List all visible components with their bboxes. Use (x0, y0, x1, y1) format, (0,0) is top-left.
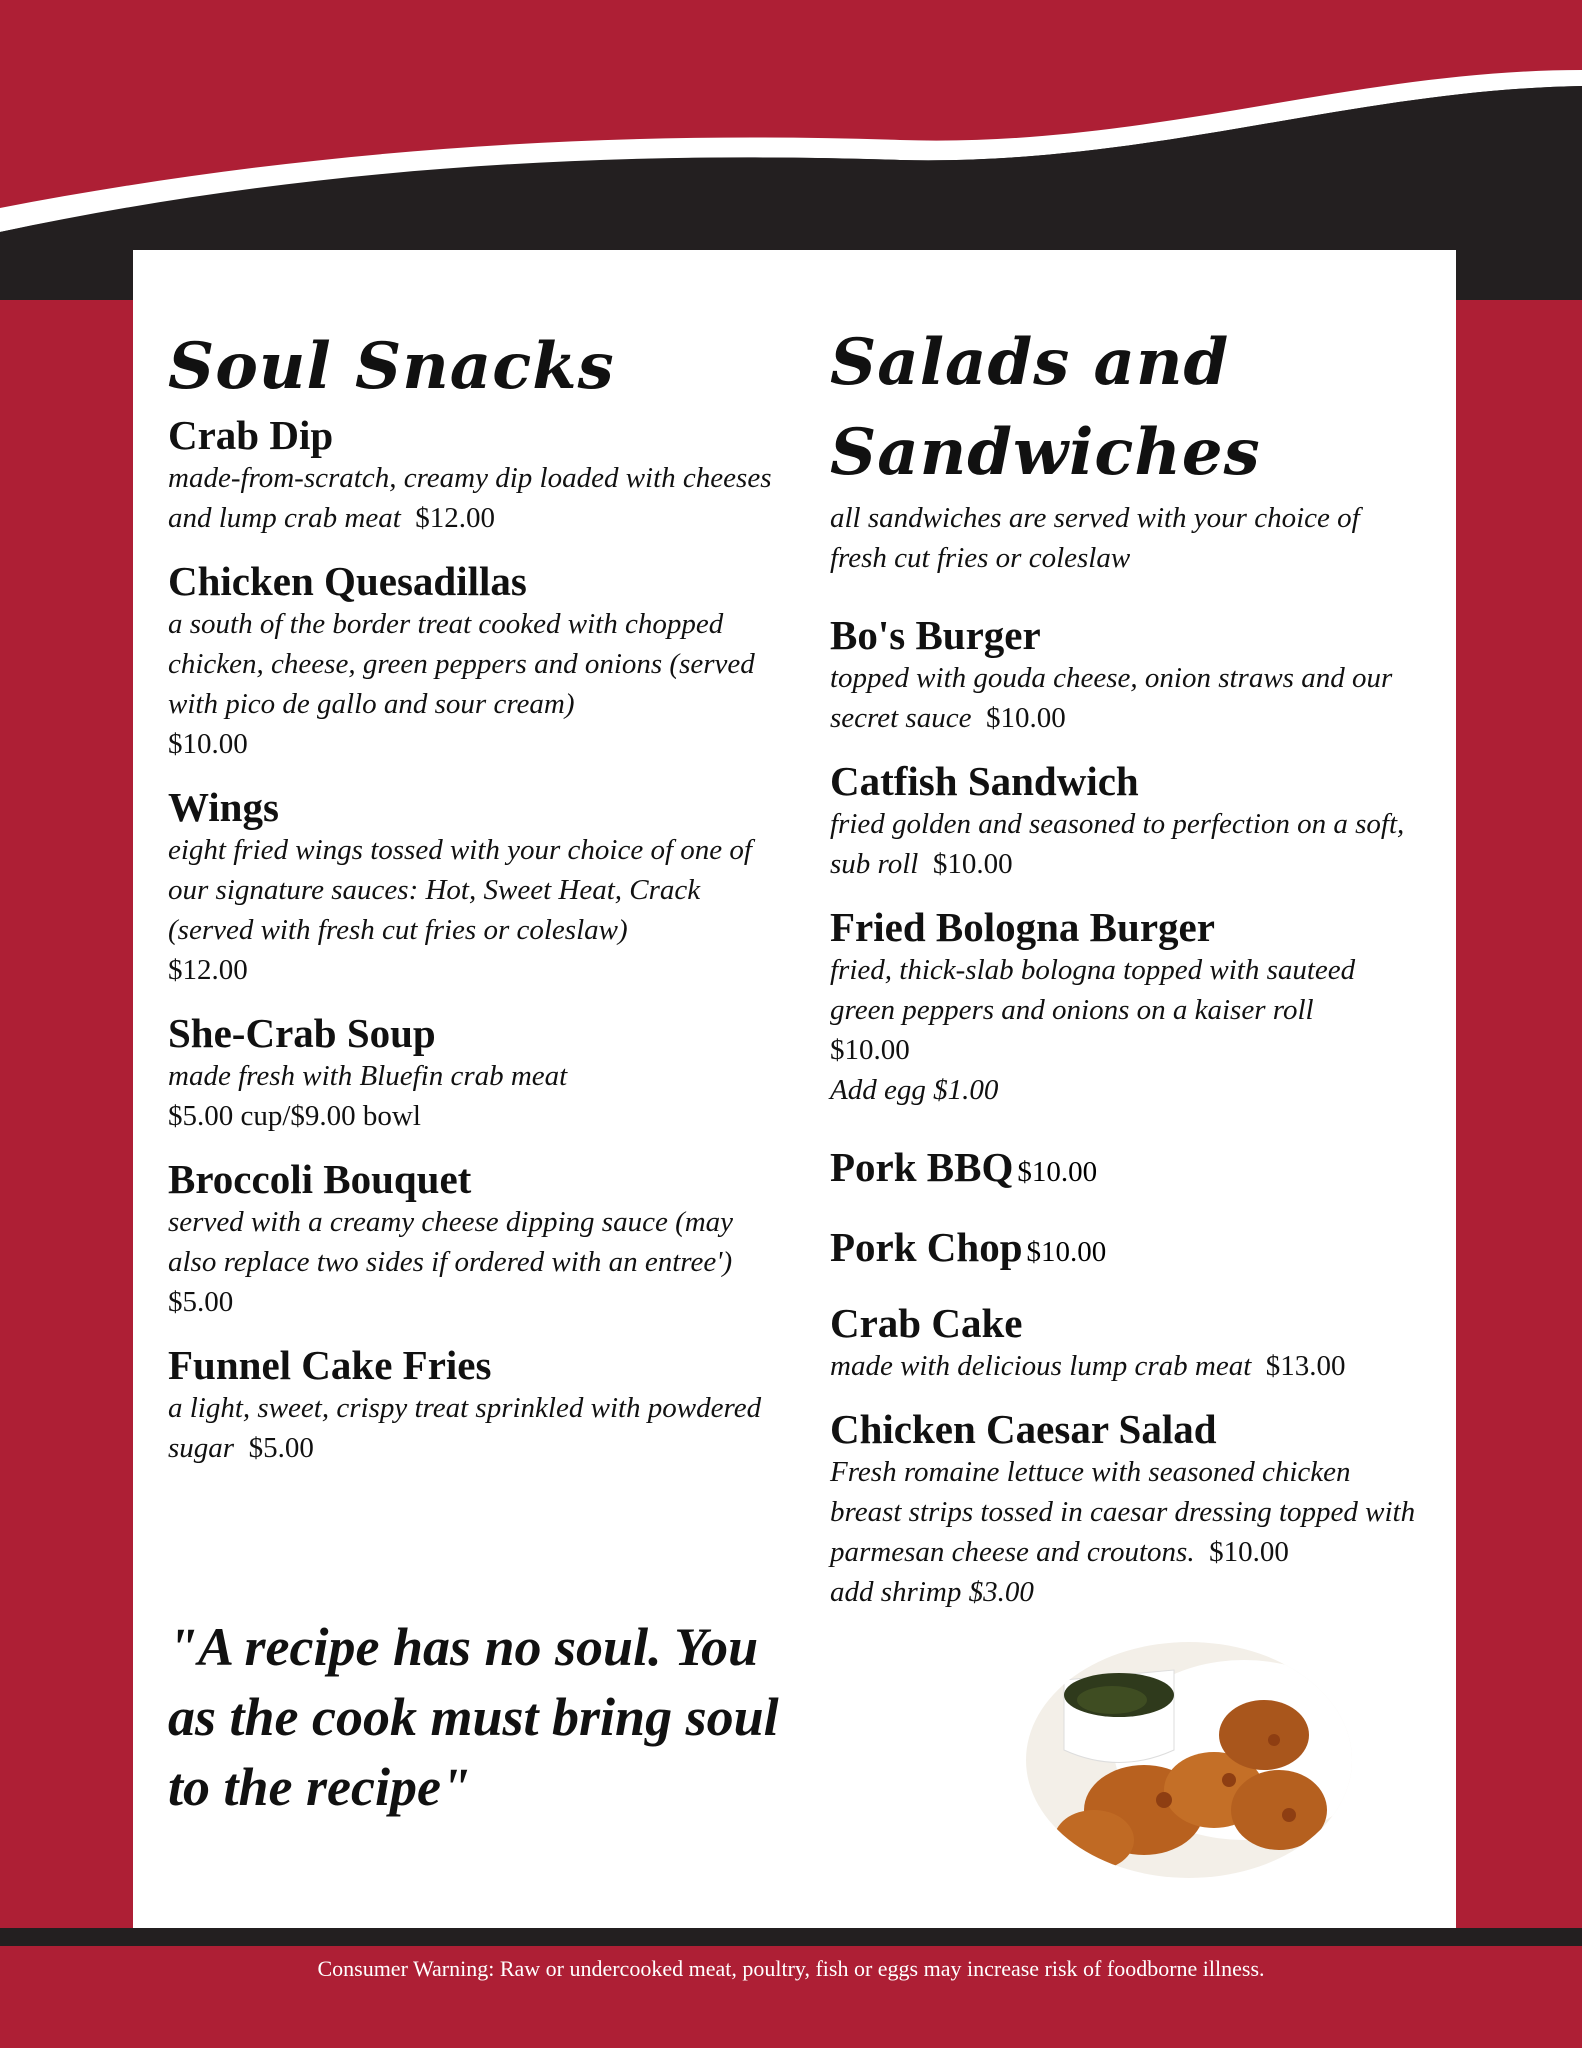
item-name: Crab Dip (168, 412, 334, 458)
item-description: a light, sweet, crispy treat sprinkled with powdered sugar $5.00 (168, 1392, 762, 1464)
item-name: Pork BBQ (830, 1144, 1014, 1190)
item-price: $10.00 (1209, 1536, 1289, 1568)
item-name: Funnel Cake Fries (168, 1342, 492, 1388)
item-description: served with a creamy cheese dipping sauce (may also replace two sides if ordered with an entree') $5.00 (168, 1206, 734, 1318)
soul-snacks-title: Soul Snacks (168, 329, 615, 404)
item-description: made-from-scratch, creamy dip loaded with cheeses and lump crab meat $12.00 (168, 462, 772, 534)
item-price: $5.00 cup/$9.00 bowl (168, 1100, 421, 1132)
item-price: $10.00 (932, 848, 1013, 880)
menu-item (168, 1010, 788, 1136)
item-price: $10.00 (168, 728, 248, 760)
food-photo-image (1024, 1640, 1354, 1880)
menu-item (830, 758, 1420, 884)
item-name: Crab Cake (830, 1300, 1023, 1346)
item-price: $13.00 (1265, 1350, 1346, 1382)
item-price: $10.00 (830, 1034, 910, 1066)
item-name: Bo's Burger (830, 612, 1041, 658)
item-name: Fried Bologna Burger (830, 904, 1215, 950)
menu-item (168, 784, 788, 990)
menu-item (830, 1300, 1420, 1386)
item-description: fried, thick-slab bologna topped with sauteed green peppers and onions on a kaiser roll (830, 954, 1356, 1026)
item-addon: Add egg $1.00 (830, 1074, 999, 1106)
menu-item (830, 1406, 1420, 1612)
item-price: $10.00 (985, 702, 1066, 734)
item-description: made fresh with Bluefin crab meat (168, 1060, 568, 1092)
item-addon: add shrimp $3.00 (830, 1576, 1034, 1608)
item-description: topped with gouda cheese, onion straws and our secret sauce $10.00 (830, 662, 1393, 734)
salads-sandwiches-title: Salads and Sandwiches (830, 325, 1261, 490)
menu-item (830, 612, 1420, 738)
item-description: made with delicious lump crab meat $13.00 (830, 1350, 1346, 1382)
item-description: fried golden and seasoned to perfection on a soft, sub roll $10.00 (830, 808, 1405, 880)
soul-snacks-column (168, 322, 788, 1468)
menu-item (168, 1156, 788, 1322)
item-name: Wings (168, 784, 279, 830)
menu-item (168, 1342, 788, 1468)
menu-item (168, 412, 788, 538)
item-price: $5.00 (248, 1432, 314, 1464)
item-name: Pork Chop (830, 1224, 1023, 1270)
item-price: $10.00 (1017, 1156, 1098, 1188)
item-description: Fresh romaine lettuce with seasoned chicken breast strips tossed in caesar dressing topped with parmesan cheese and croutons. $10.00 (830, 1456, 1416, 1568)
item-name: Chicken Caesar Salad (830, 1406, 1217, 1452)
menu-item (830, 904, 1420, 1110)
item-price: $10.00 (1026, 1236, 1107, 1268)
chef-quote: "A recipe has no soul. You as the cook must bring soul to the recipe" (168, 1617, 779, 1817)
consumer-warning: Consumer Warning: Raw or undercooked meat, poultry, fish or eggs may increase risk of foodborne illness. (317, 1956, 1265, 1981)
item-price: $12.00 (168, 954, 248, 986)
item-price: $5.00 (168, 1286, 234, 1318)
item-description: eight fried wings tossed with your choice of one of our signature sauces: Hot, Sweet Heat, Crack (served with fresh cut fries or coleslaw) (168, 834, 752, 946)
item-name: Chicken Quesadillas (168, 558, 527, 604)
item-price: $12.00 (415, 502, 496, 534)
footer-band (0, 1928, 1582, 1946)
item-name: Catfish Sandwich (830, 758, 1139, 804)
item-name: Broccoli Bouquet (168, 1156, 472, 1202)
menu-item (830, 1144, 1420, 1190)
section-subtitle: all sandwiches are served with your choice of fresh cut fries or coleslaw (830, 502, 1360, 574)
item-description: a south of the border treat cooked with chopped chicken, cheese, green peppers and onions (served with pico de gallo and sour cream) (168, 608, 755, 720)
item-name: She-Crab Soup (168, 1010, 436, 1056)
menu-item (168, 558, 788, 764)
salads-sandwiches-column (830, 318, 1420, 1612)
menu-item (830, 1224, 1420, 1270)
